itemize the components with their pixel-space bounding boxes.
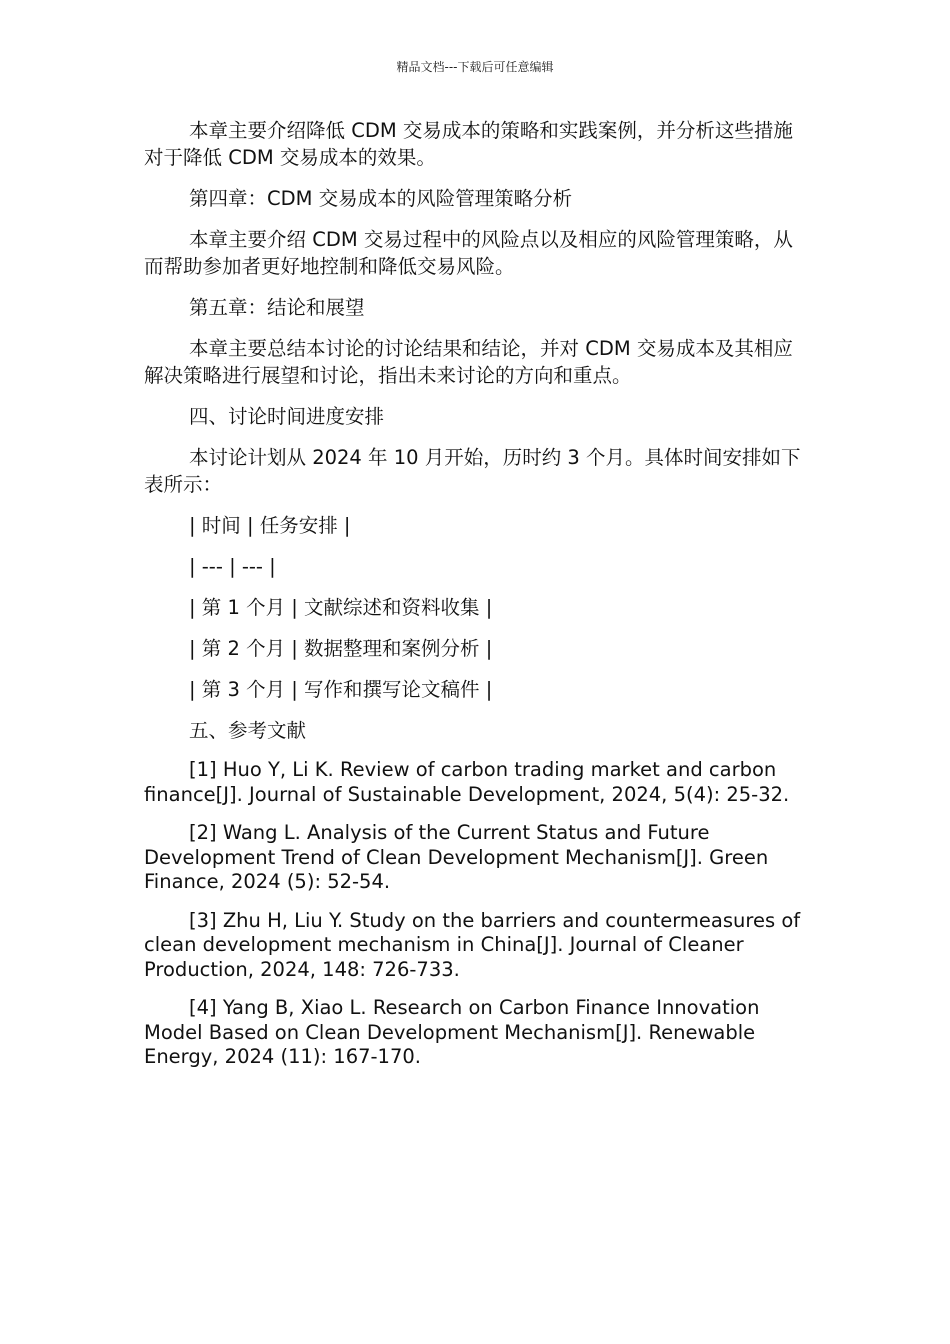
paragraph-chapter5-summary: 本章主要总结本讨论的讨论结果和结论，并对 CDM 交易成本及其相应解决策略进行展望和讨论，指出未来讨论的方向和重点。	[144, 337, 793, 387]
reference-item-2: [2] Wang L. Analysis of the Current Status and Future Development Trend of Clean Development Mechanism[J]. Green Finance, 2024 (5): 52-54.	[144, 821, 769, 893]
heading-chapter4: 第四章：CDM 交易成本的风险管理策略分析	[189, 187, 573, 210]
table-row-header: | 时间 | 任务安排 |	[189, 514, 351, 537]
paragraph-chapter4-summary: 本章主要介绍 CDM 交易过程中的风险点以及相应的风险管理策略，从而帮助参加者更好地控制和降低交易风险。	[144, 228, 793, 278]
paragraph-schedule-intro: 本讨论计划从 2024 年 10 月开始，历时约 3 个月。具体时间安排如下表所示：	[144, 446, 801, 496]
reference-item-3: [3] Zhu H, Liu Y. Study on the barriers and countermeasures of clean development mechanism in China[J]. Journal of Cleaner Production, 2024, 148: 726-733.	[144, 908, 801, 981]
heading-chapter5: 第五章：结论和展望	[189, 296, 365, 319]
table-row-month3: | 第 3 个月 | 写作和撰写论文稿件 |	[189, 678, 493, 701]
table-row-separator: | --- | --- |	[189, 555, 276, 578]
document-body	[144, 117, 808, 1084]
heading-references: 五、参考文献	[189, 719, 307, 742]
table-row-month2: | 第 2 个月 | 数据整理和案例分析 |	[189, 637, 493, 660]
paragraph-chapter3-summary: 本章主要介绍降低 CDM 交易成本的策略和实践案例，并分析这些措施对于降低 CDM 交易成本的效果。	[144, 119, 793, 169]
table-row-month1: | 第 1 个月 | 文献综述和资料收集 |	[189, 596, 493, 619]
page-header: 精品文档---下载后可任意编辑	[396, 60, 554, 74]
reference-item-1: [1] Huo Y, Li K. Review of carbon trading market and carbon finance[J]. Journal of Sustainable Development, 2024, 5(4): 25-32.	[144, 758, 790, 806]
heading-schedule: 四、讨论时间进度安排	[189, 405, 385, 428]
reference-item-4: [4] Yang B, Xiao L. Research on Carbon Finance Innovation Model Based on Clean Development Mechanism[J]. Renewable Energy, 2024 (11): 167-170.	[144, 996, 760, 1068]
